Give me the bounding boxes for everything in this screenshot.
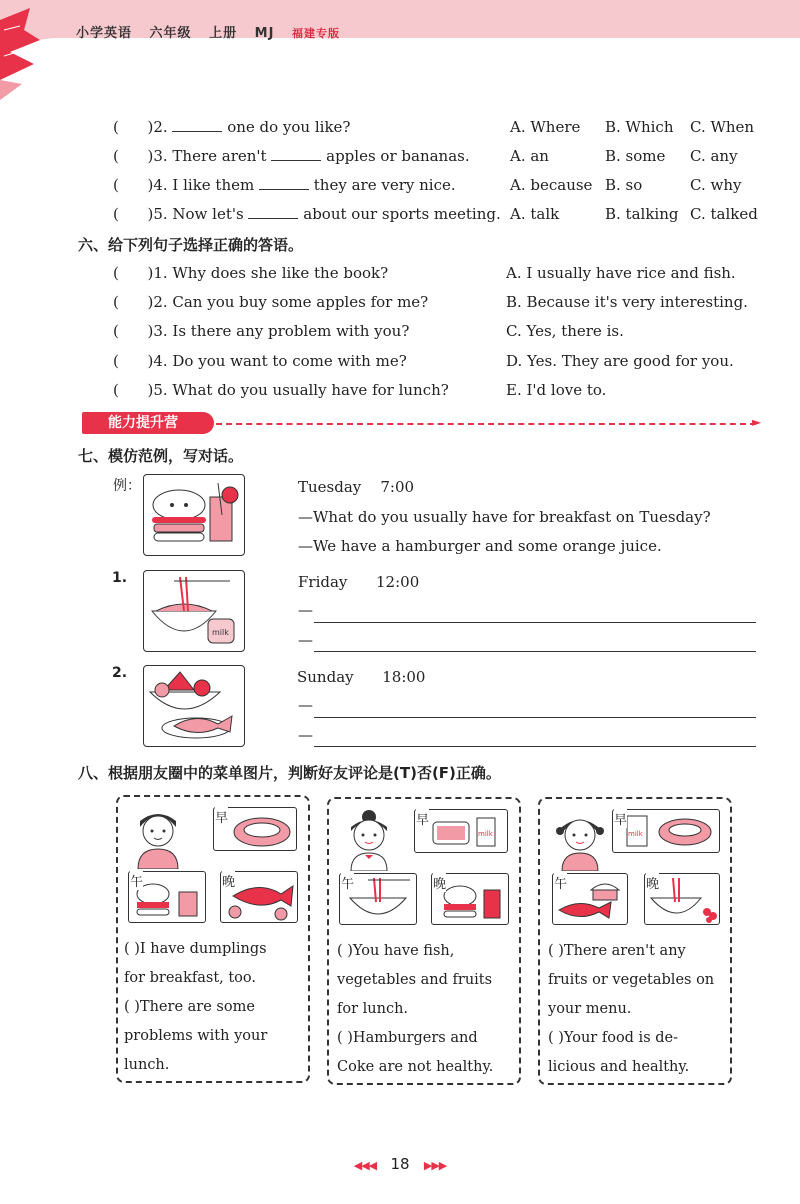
- example-day: [298, 478, 414, 496]
- answer-paren[interactable]: ( ): [113, 352, 154, 370]
- answer-paren[interactable]: ( ): [113, 176, 154, 194]
- answer-option: D. Yes. They are good for you.: [506, 352, 734, 370]
- answer-line[interactable]: [314, 622, 756, 623]
- fruit-fish-icon: [144, 666, 244, 746]
- option-a: A. Where: [510, 118, 581, 136]
- question-text: 5. What do you usually have for lunch?: [153, 381, 449, 399]
- day-text: Sunday: [297, 668, 354, 686]
- card-comments: [337, 937, 517, 1082]
- part6-question: [113, 264, 388, 282]
- time-text: 12:00: [376, 573, 420, 591]
- comment-line: fruits or vegetables on: [548, 972, 715, 988]
- item-text-post: apples or bananas.: [326, 147, 470, 165]
- question-text: 3. Is there any problem with you?: [153, 322, 410, 340]
- svg-text:milk: milk: [212, 628, 229, 637]
- header-edition: MJ: [254, 26, 275, 41]
- option-b: B. Which: [605, 118, 674, 136]
- breakfast-label: 早: [614, 809, 627, 828]
- breakfast-label: 早: [215, 807, 228, 826]
- comment-line: your menu.: [548, 1001, 632, 1017]
- comment-line: for breakfast, too.: [124, 970, 257, 986]
- section-banner: 能力提升营: [82, 412, 214, 434]
- fill-blank[interactable]: [271, 147, 321, 161]
- answer-line[interactable]: [314, 717, 756, 718]
- item1-day: [298, 573, 419, 591]
- comment-line: ( )There are some: [124, 999, 255, 1015]
- lunch-label: 午: [554, 873, 567, 892]
- item2-day: [297, 668, 425, 686]
- part6-title: 六、给下列句子选择正确的答语。: [78, 236, 304, 254]
- svg-text:milk: milk: [478, 830, 493, 838]
- header-grade: 六年级: [149, 26, 192, 41]
- answer-option: E. I'd love to.: [506, 381, 607, 399]
- breakfast-label: 早: [416, 809, 429, 828]
- answer-option: A. I usually have rice and fish.: [506, 264, 736, 282]
- part5-item-3: [113, 147, 470, 165]
- comment-line: ( )You have fish,: [337, 943, 455, 959]
- question-text: 1. Why does she like the book?: [153, 264, 389, 282]
- answer-option: C. Yes, there is.: [506, 322, 624, 340]
- part5-item-4: [113, 176, 456, 194]
- item-number: 1.: [112, 570, 128, 586]
- item-number: 2.: [153, 118, 168, 136]
- header-volume: 上册: [209, 26, 238, 41]
- question-text: 4. Do you want to come with me?: [153, 352, 407, 370]
- option-b: B. so: [605, 176, 643, 194]
- option-c: C. talked: [690, 205, 758, 223]
- card-comments: [548, 937, 728, 1082]
- option-a: A. an: [510, 147, 549, 165]
- part5-item-2: [113, 118, 350, 136]
- day-text: Friday: [298, 573, 348, 591]
- part6-question: [113, 352, 407, 370]
- lunch-label: 午: [130, 871, 143, 890]
- comment-line: ( )Hamburgers and: [337, 1030, 478, 1046]
- dialog-dash: —: [298, 631, 313, 649]
- hamburger-icon: [144, 475, 244, 555]
- example-answer: —We have a hamburger and some orange juice.: [298, 537, 662, 555]
- option-c: C. When: [690, 118, 755, 136]
- fruit-fish-picture: [143, 665, 245, 747]
- dialog-dash: —: [298, 601, 313, 619]
- answer-paren[interactable]: ( ): [113, 205, 154, 223]
- pagoda-decoration: [0, 0, 58, 120]
- item-number: 4.: [153, 176, 168, 194]
- item-number: 2.: [112, 665, 128, 681]
- noodles-icon: [144, 571, 244, 651]
- part5-item-5: [113, 205, 501, 223]
- answer-line[interactable]: [314, 746, 756, 747]
- answer-line[interactable]: [314, 651, 756, 652]
- answer-paren[interactable]: ( ): [113, 147, 154, 165]
- comment-line: ( )I have dumplings: [124, 941, 267, 957]
- part8-title: 八、根据朋友圈中的菜单图片，判断好友评论是(T)否(F)正确。: [78, 764, 501, 782]
- dinner-label: 晚: [222, 871, 235, 890]
- comment-line: ( )Your food is de-: [548, 1030, 679, 1046]
- option-c: C. why: [690, 176, 742, 194]
- answer-paren[interactable]: ( ): [113, 322, 154, 340]
- girl-avatar: [343, 807, 395, 871]
- prev-arrows-icon: ◀◀◀: [353, 1159, 377, 1172]
- comment-line: vegetables and fruits: [337, 972, 493, 988]
- comment-line: problems with your: [124, 1028, 268, 1044]
- next-arrows-icon: ▶▶▶: [423, 1159, 447, 1172]
- svg-text:milk: milk: [628, 830, 643, 838]
- example-question: —What do you usually have for breakfast on Tuesday?: [298, 508, 711, 526]
- option-a: A. because: [510, 176, 593, 194]
- lunch-label: 午: [341, 873, 354, 892]
- part7-title: 七、模仿范例，写对话。: [78, 447, 244, 465]
- item-text-post: about our sports meeting.: [303, 205, 501, 223]
- banner-arrow-icon: ►: [752, 415, 762, 429]
- option-b: B. some: [605, 147, 666, 165]
- comment-line: licious and healthy.: [548, 1059, 690, 1075]
- girl-pigtails-avatar: [554, 807, 606, 871]
- answer-paren[interactable]: ( ): [113, 264, 154, 282]
- page-footer: [0, 1155, 800, 1173]
- question-text: 2. Can you buy some apples for me?: [153, 293, 429, 311]
- time-text: 7:00: [380, 478, 415, 496]
- item-number: 3.: [153, 147, 168, 165]
- hamburger-juice-picture: [143, 474, 245, 556]
- fill-blank[interactable]: [259, 176, 309, 190]
- comment-line: Coke are not healthy.: [337, 1059, 494, 1075]
- answer-option: B. Because it's very interesting.: [506, 293, 748, 311]
- answer-paren[interactable]: ( ): [113, 293, 154, 311]
- header-tag: 福建专版: [291, 27, 340, 40]
- comment-line: lunch.: [124, 1057, 170, 1073]
- time-text: 18:00: [382, 668, 426, 686]
- item-text-pre: There aren't: [172, 147, 267, 165]
- milk-dumplings-picture: [612, 809, 720, 853]
- friend-post-card-1: [116, 795, 310, 1083]
- page-number: 18: [390, 1155, 410, 1173]
- fill-blank[interactable]: [248, 205, 298, 219]
- option-c: C. any: [690, 147, 738, 165]
- dinner-label: 晚: [646, 873, 659, 892]
- item-text-pre: Now let's: [172, 205, 244, 223]
- example-label: 例：: [113, 478, 141, 494]
- noodles-milk-picture: [143, 570, 245, 652]
- header-curve: [0, 38, 800, 78]
- dialog-dash: —: [298, 696, 313, 714]
- item-text-post: one do you like?: [227, 118, 351, 136]
- boy-avatar: [132, 805, 184, 869]
- friend-post-card-3: [538, 797, 732, 1085]
- fill-blank[interactable]: [172, 118, 222, 132]
- item-text-pre: I like them: [172, 176, 255, 194]
- comment-line: for lunch.: [337, 1001, 409, 1017]
- friend-post-card-2: [327, 797, 521, 1085]
- item-number: 5.: [153, 205, 168, 223]
- header-text: [76, 22, 352, 41]
- option-b: B. talking: [605, 205, 679, 223]
- milk-icon: [613, 810, 719, 852]
- dinner-label: 晚: [433, 873, 446, 892]
- comment-line: ( )There aren't any: [548, 943, 686, 959]
- answer-paren[interactable]: ( ): [113, 381, 154, 399]
- banner-divider: [216, 423, 756, 425]
- item-text-post: they are very nice.: [313, 176, 456, 194]
- dialog-dash: —: [298, 726, 313, 744]
- part6-question: [113, 322, 409, 340]
- card-comments: [124, 935, 306, 1080]
- part6-question: [113, 381, 449, 399]
- header-subject: 小学英语: [76, 26, 133, 41]
- day-text: Tuesday: [298, 478, 362, 496]
- answer-paren[interactable]: ( ): [113, 118, 154, 136]
- option-a: A. talk: [510, 205, 560, 223]
- part6-question: [113, 293, 428, 311]
